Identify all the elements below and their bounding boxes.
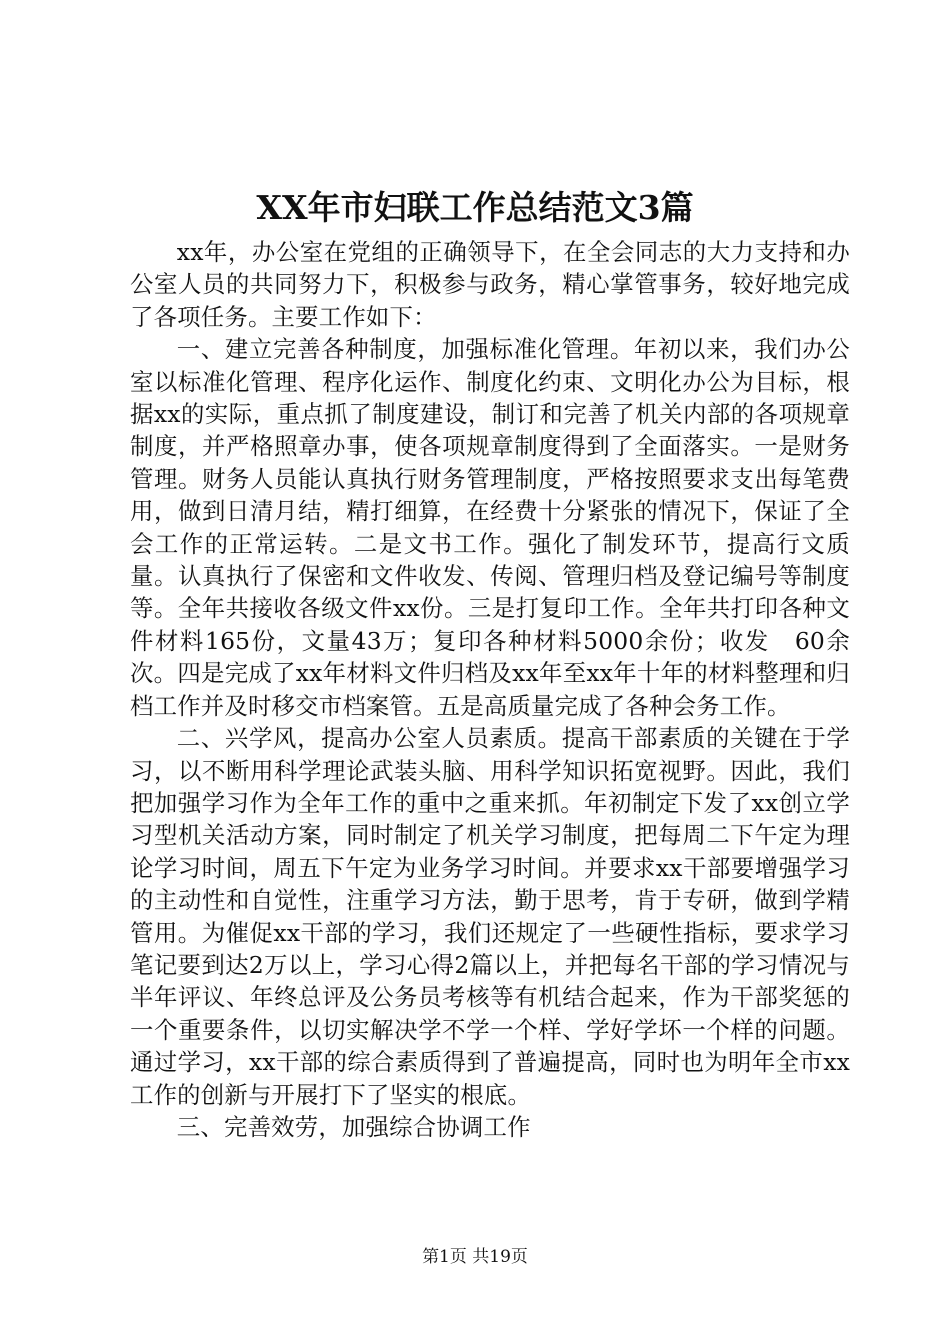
document-body: [130, 236, 850, 1143]
paragraph-section-3-heading: 三、完善效劳，加强综合协调工作: [176, 1112, 531, 1141]
document-title: XX年市妇联工作总结范文3篇: [256, 188, 694, 227]
page-number-footer: 第1页 共19页: [422, 1247, 528, 1267]
paragraph-section-1: 一、建立完善各种制度，加强标准化管理。年初以来，我们办公室以标准化管理、程序化运作、制度化约束、文明化办公为目标，根据xx的实际，重点抓了制度建设，制订和完善了机关内部的各项规章制度，并严格照章办事，使各项规章制度得到了全面落实。一是财务管理。财务人员能认真执行财务管理制度，严格按照要求支出每笔费用，做到日清月结，精打细算，在经费十分紧张的情况下，保证了全会工作的正常运转。二是文书工作。强化了制发环节，提高行文质量。认真执行了保密和文件收发、传阅、管理归档及登记编号等制度等。全年共接收各级文件xx份。三是打复印工作。全年共打印各种文件材料165份，文量43万；复印各种材料5000余份；收发 60余次。四是完成了xx年材料文件归档及xx年至xx年十年的材料整理和归档工作并及时移交市档案管。五是高质量完成了各种会务工作。: [130, 335, 850, 720]
paragraph-intro: xx年，办公室在党组的正确领导下，在全会同志的大力支持和办公室人员的共同努力下，积极参与政务，精心掌管事务，较好地完成了各项任务。主要工作如下：: [130, 238, 850, 331]
paragraph-section-2: 二、兴学风，提高办公室人员素质。提高干部素质的关键在于学习，以不断用科学理论武装头脑、用科学知识拓宽视野。因此，我们把加强学习作为全年工作的重中之重来抓。年初制定下发了xx创立学习型机关活动方案，同时制定了机关学习制度，把每周二下午定为理论学习时间，周五下午定为业务学习时间。并要求xx干部要增强学习的主动性和自觉性，注重学习方法，勤于思考，肯于专研，做到学精管用。为催促xx干部的学习，我们还规定了一些硬性指标，要求学习笔记要到达2万以上，学习心得2篇以上，并把每名干部的学习情况与半年评议、年终总评及公务员考核等有机结合起来，作为干部奖惩的一个重要条件，以切实解决学不学一个样、学好学坏一个样的问题。通过学习，xx干部的综合素质得到了普遍提高，同时也为明年全市xx工作的创新与开展打下了坚实的根底。: [130, 724, 850, 1109]
